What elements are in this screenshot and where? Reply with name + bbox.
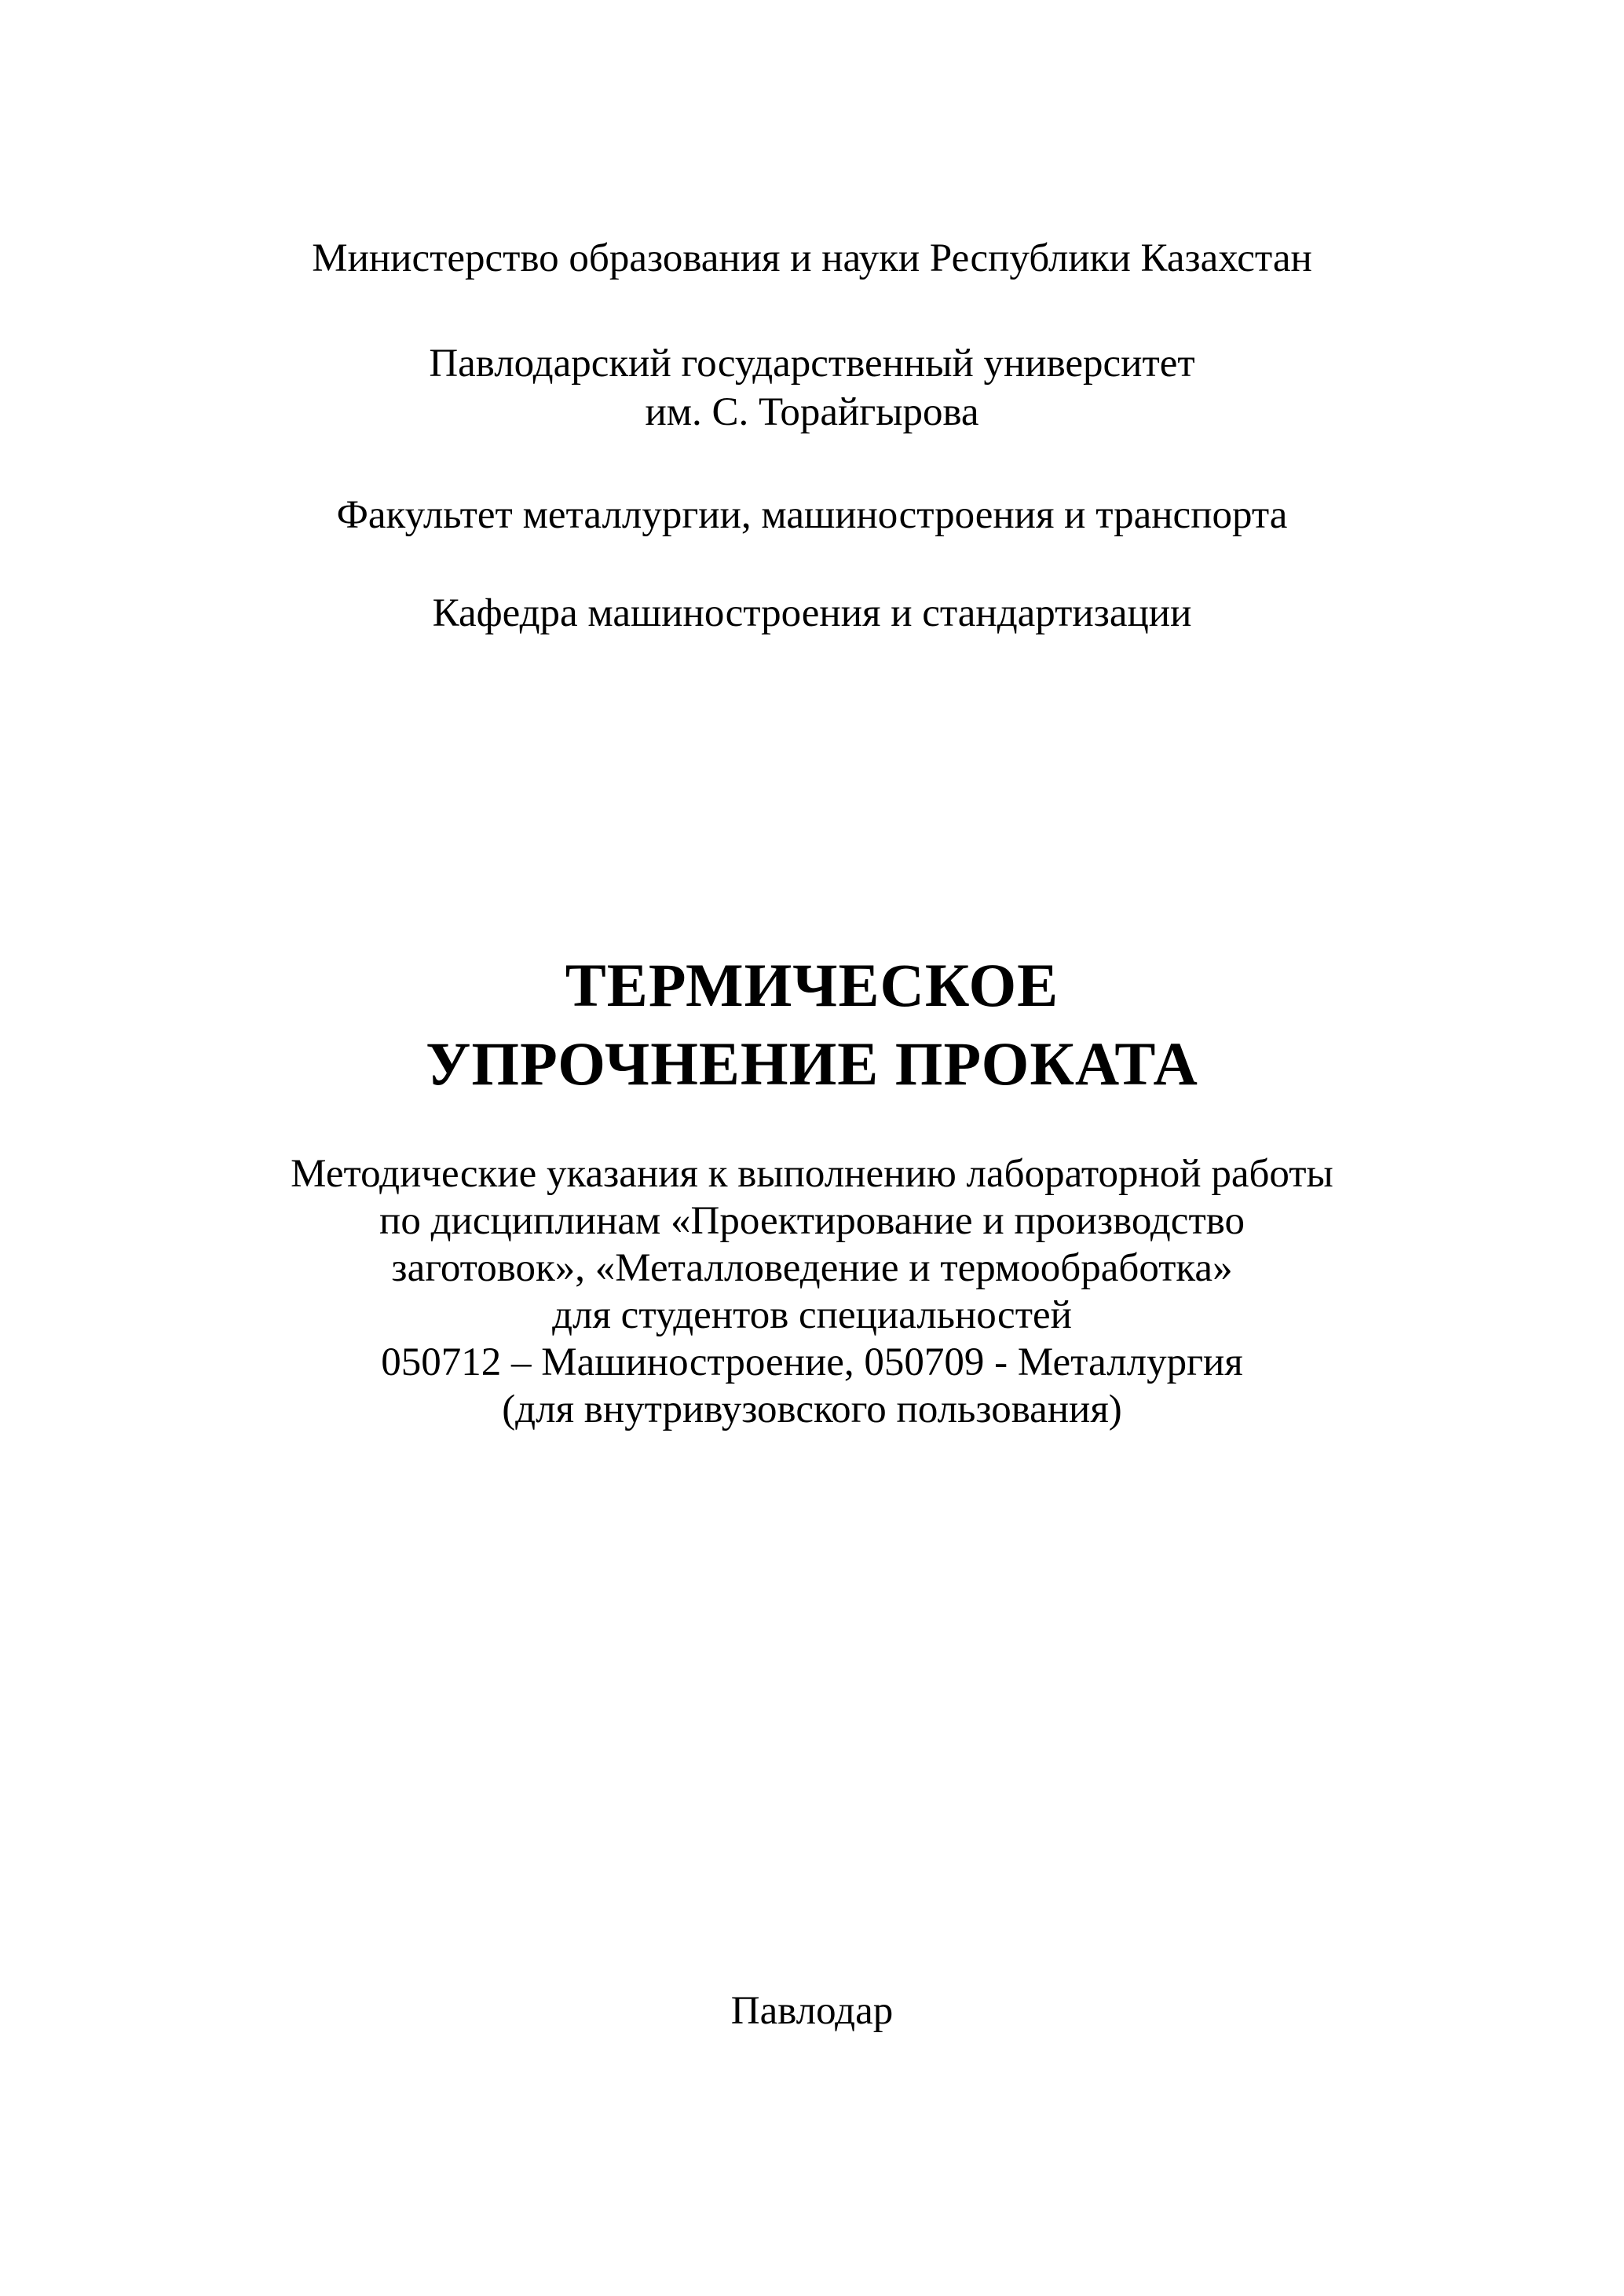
ministry-name (0, 234, 1624, 283)
faculty-line: Факультет металлургии, машиностроения и транспорта (336, 493, 1288, 537)
document-title (0, 946, 1624, 1103)
subtitle-line: заготовок», «Металловедение и термообработка» (391, 1246, 1233, 1290)
subtitle-line: по дисциплинам «Проектирование и производство (379, 1199, 1245, 1243)
title-line: ТЕРМИЧЕСКОЕ (565, 951, 1059, 1019)
city-line: Павлодар (730, 1989, 894, 2033)
subtitle-line: 050712 – Машиностроение, 050709 - Металлургия (381, 1340, 1243, 1384)
title-line: УПРОЧНЕНИЕ ПРОКАТА (426, 1029, 1198, 1098)
university-line: Павлодарский государственный университет (429, 342, 1195, 386)
university-name (0, 339, 1624, 437)
ministry-line: Министерство образования и науки Республики Казахстан (312, 236, 1312, 280)
document-subtitle (0, 1150, 1624, 1433)
university-line: им. С. Торайгырова (645, 390, 979, 434)
faculty-name (0, 491, 1624, 539)
subtitle-line: Методические указания к выполнению лабораторной работы (291, 1152, 1333, 1196)
publication-city (0, 1987, 1624, 2035)
subtitle-line: (для внутривузовского пользования) (502, 1387, 1122, 1431)
subtitle-line: для студентов специальностей (552, 1293, 1072, 1337)
department-name (0, 589, 1624, 638)
department-line: Кафедра машиностроения и стандартизации (432, 591, 1192, 635)
